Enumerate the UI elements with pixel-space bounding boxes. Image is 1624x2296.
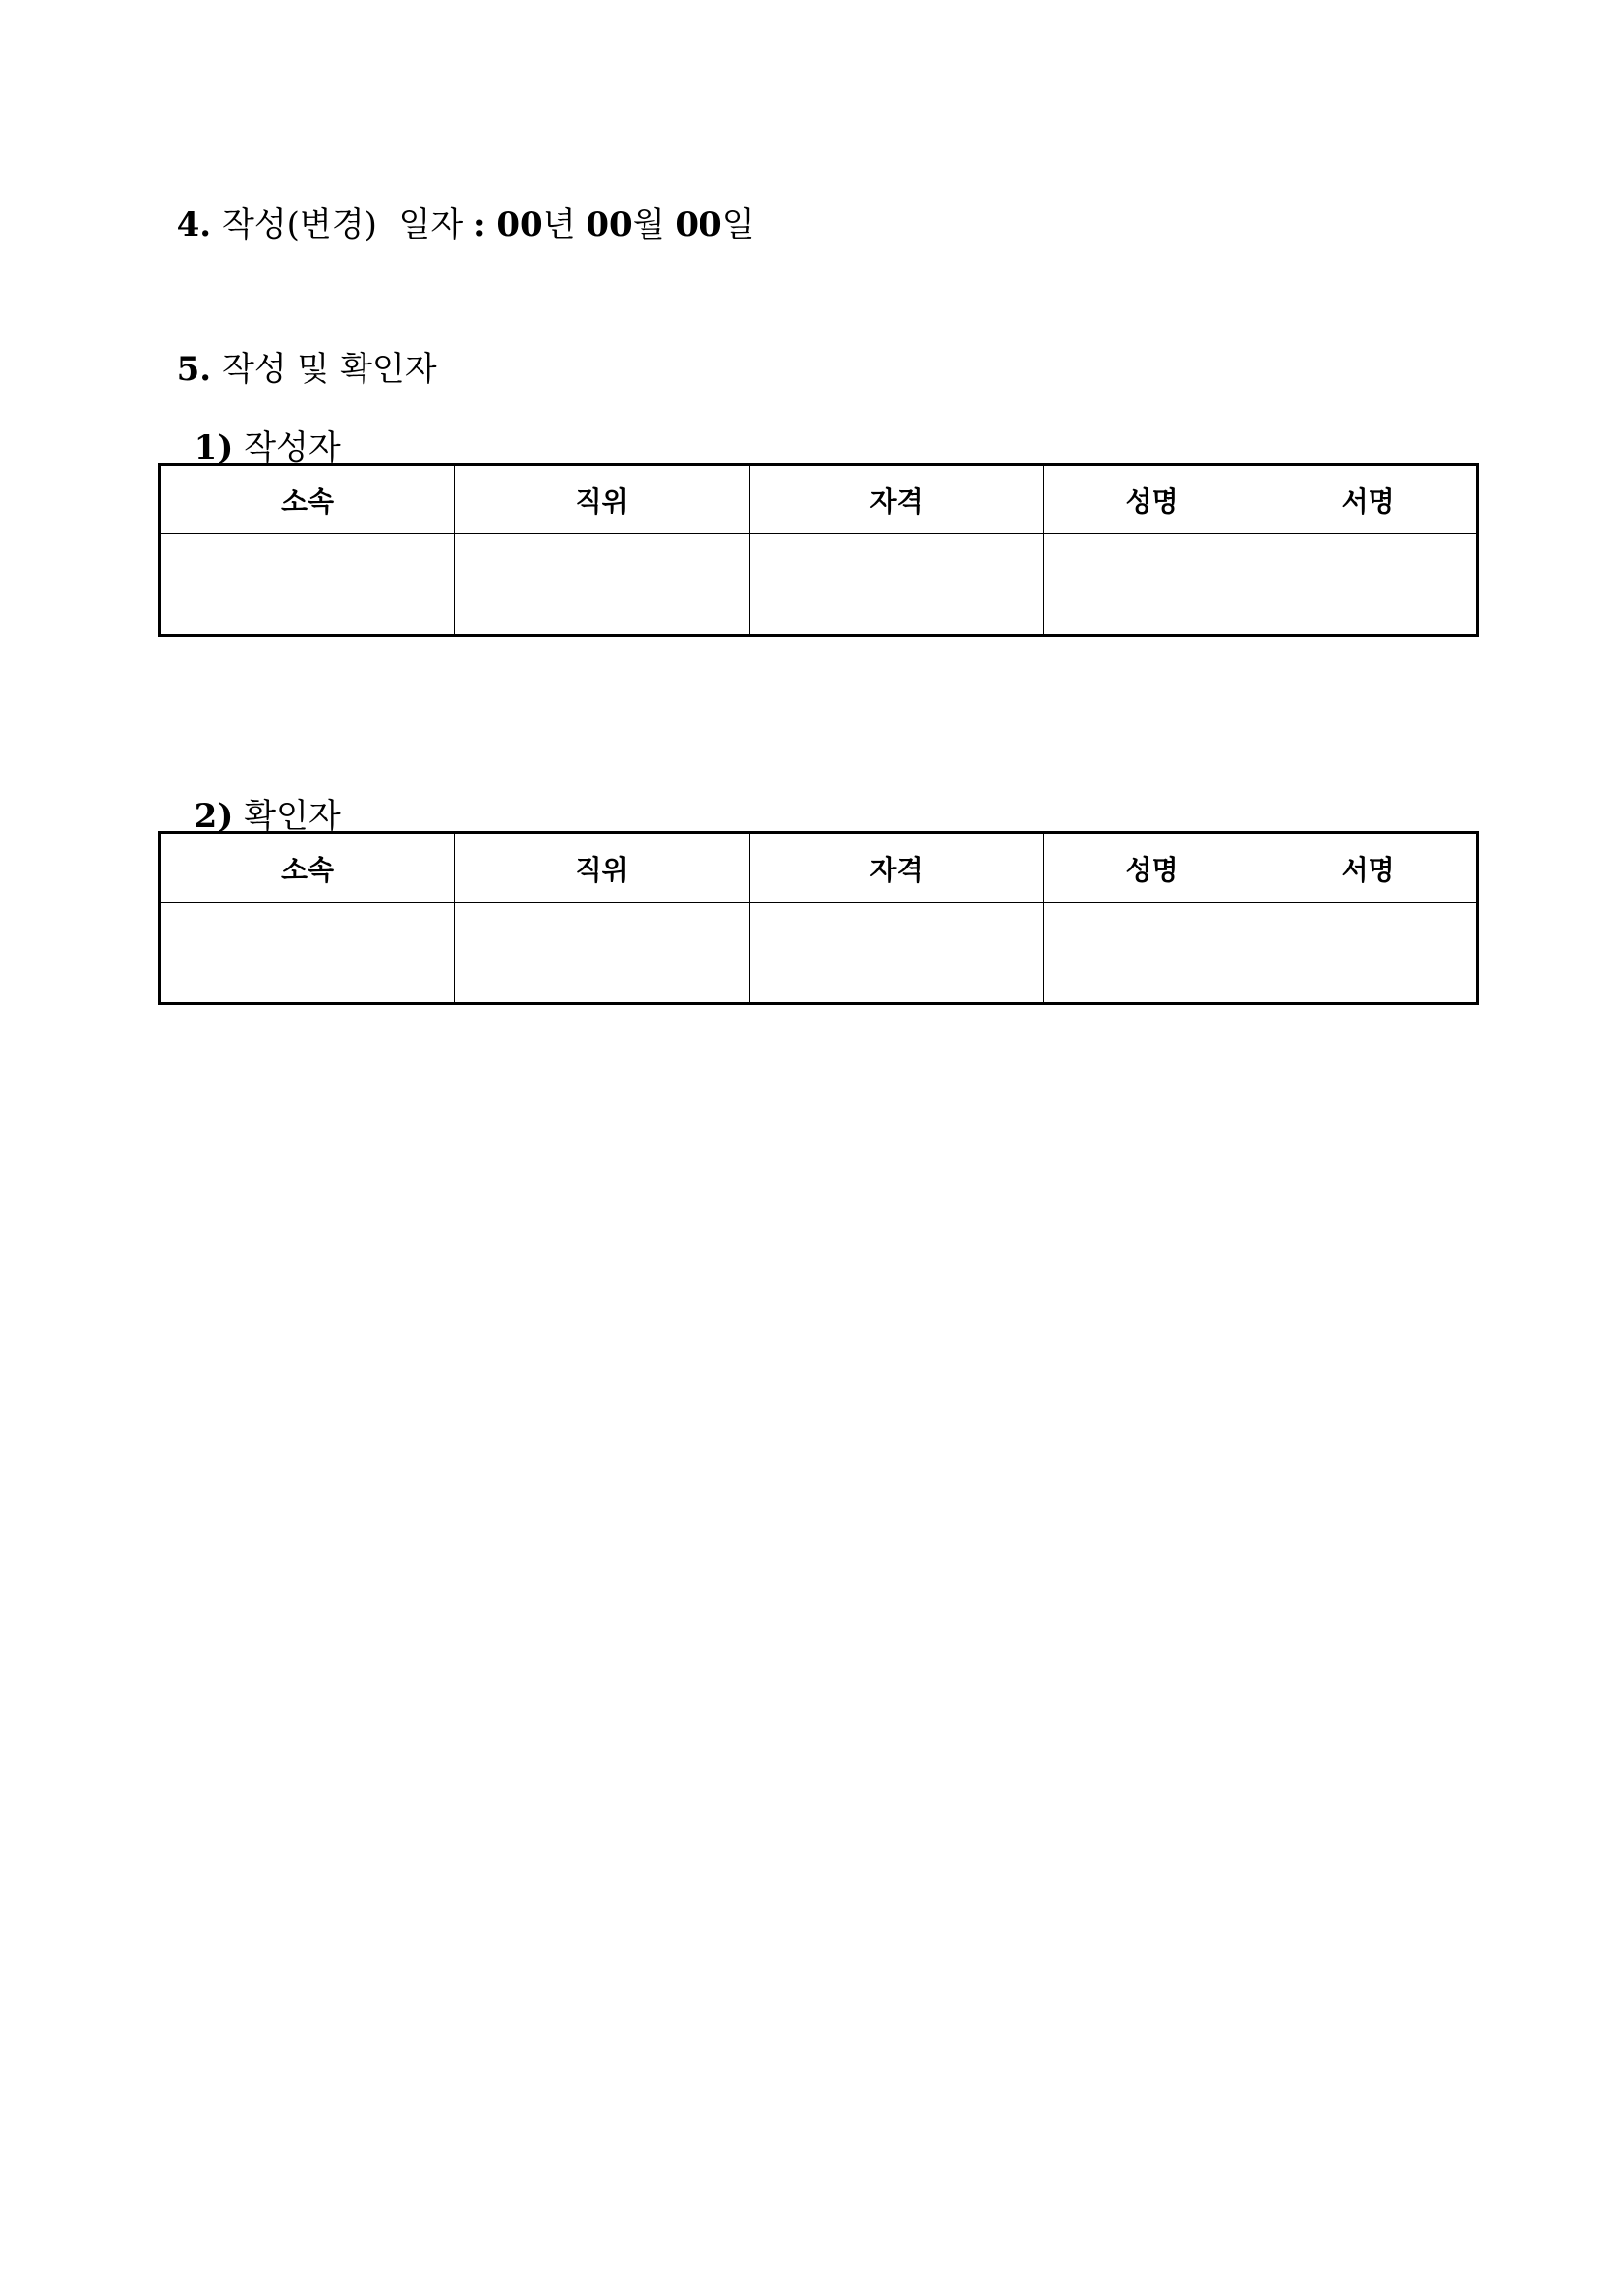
section-4-heading (155, 160, 755, 247)
verifier-table-row (160, 903, 1478, 1004)
author-table-header-row (160, 465, 1478, 534)
author-affiliation-cell[interactable] (160, 534, 455, 636)
day-unit: 일 (721, 205, 755, 245)
verifier-qualification-cell[interactable] (750, 903, 1044, 1004)
verifier-position-cell[interactable] (455, 903, 750, 1004)
section-5-number: 5. (176, 350, 212, 389)
author-qualification-cell[interactable] (750, 534, 1044, 636)
header-name: 성명 (1044, 833, 1260, 903)
section-4-field: 일자 (398, 205, 464, 245)
verifier-signature-cell[interactable] (1260, 903, 1478, 1004)
subsection-verifier-title: 확인자 (244, 797, 341, 836)
header-qualification: 자격 (750, 465, 1044, 534)
header-signature: 서명 (1260, 833, 1478, 903)
day-value: 00 (675, 205, 722, 245)
verifier-table-header-row (160, 833, 1478, 903)
header-position: 직위 (455, 833, 750, 903)
section-5-heading (155, 305, 437, 391)
month-value: 00 (586, 205, 633, 245)
section-4-colon: : (473, 205, 486, 245)
header-name: 성명 (1044, 465, 1260, 534)
subsection-verifier-number: 2) (194, 797, 234, 836)
author-name-cell[interactable] (1044, 534, 1260, 636)
header-qualification: 자격 (750, 833, 1044, 903)
author-table (158, 463, 1479, 637)
section-4-label: 작성(변경) (221, 205, 377, 245)
header-position: 직위 (455, 465, 750, 534)
subsection-author-heading (173, 383, 341, 470)
header-affiliation: 소속 (160, 833, 455, 903)
verifier-table (158, 831, 1479, 1005)
author-position-cell[interactable] (455, 534, 750, 636)
header-signature: 서명 (1260, 465, 1478, 534)
month-unit: 월 (632, 205, 665, 245)
section-4-number: 4. (176, 205, 212, 245)
verifier-affiliation-cell[interactable] (160, 903, 455, 1004)
author-table-row (160, 534, 1478, 636)
year-value: 00 (496, 205, 543, 245)
year-unit: 년 (542, 205, 576, 245)
verifier-name-cell[interactable] (1044, 903, 1260, 1004)
header-affiliation: 소속 (160, 465, 455, 534)
subsection-author-title: 작성자 (244, 428, 341, 468)
author-signature-cell[interactable] (1260, 534, 1478, 636)
subsection-author-number: 1) (194, 428, 234, 468)
section-5-title: 작성 및 확인자 (221, 350, 437, 389)
subsection-verifier-heading (173, 752, 341, 838)
